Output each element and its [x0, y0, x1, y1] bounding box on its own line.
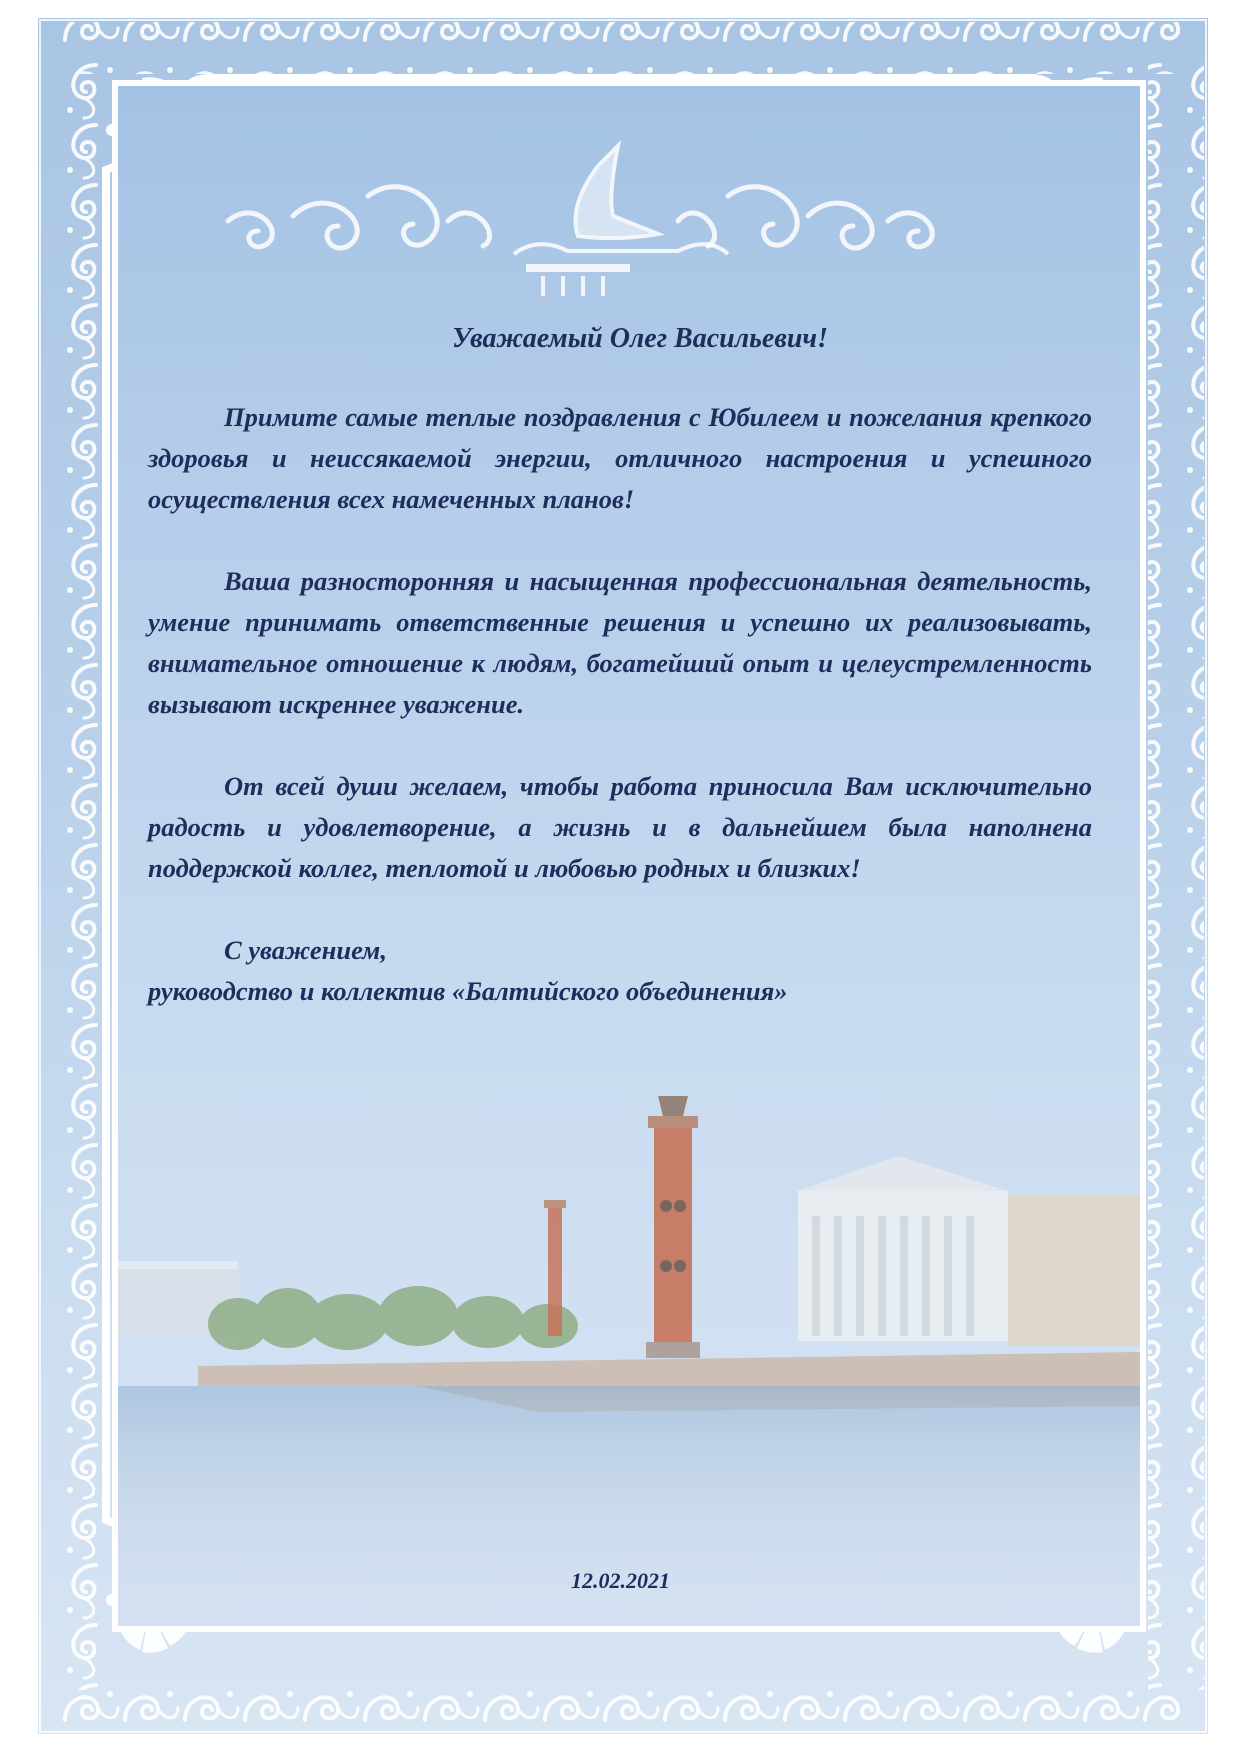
rostral-column-large: [646, 1096, 700, 1358]
trees: [208, 1286, 578, 1350]
paragraph-congratulations: Примите самые теплые поздравления с Юбилеем и пожелания крепкого здоровья и неиссякаемой энергии, отличного настроения и успешного осуществления всех намеченных планов!: [148, 402, 1092, 514]
closing: С уважением,: [224, 935, 387, 965]
stock-exchange-building: [798, 1156, 1140, 1346]
ship-bow-emblem-icon: [514, 146, 728, 296]
paragraph-achievements: Ваша разносторонняя и насыщенная профессиональная деятельность, умение принимать ответственные решения и успешно их реализовывать, внимательное отношение к людям, богатейший опыт и целеустремленность вызывают искреннее уважение.: [148, 566, 1092, 719]
greeting: Уважаемый Олег Васильевич!: [452, 323, 828, 354]
letter-date: 12.02.2021: [571, 1568, 670, 1593]
letter-body: [148, 318, 1092, 1012]
paragraph-wishes: От всей души желаем, чтобы работа приносила Вам исключительно радость и удовлетворение, а жизнь и в дальнейшем была наполнена поддержкой коллег, теплотой и любовью родных и близких!: [148, 771, 1092, 883]
signature: руководство и коллектив «Балтийского объединения»: [148, 976, 788, 1006]
